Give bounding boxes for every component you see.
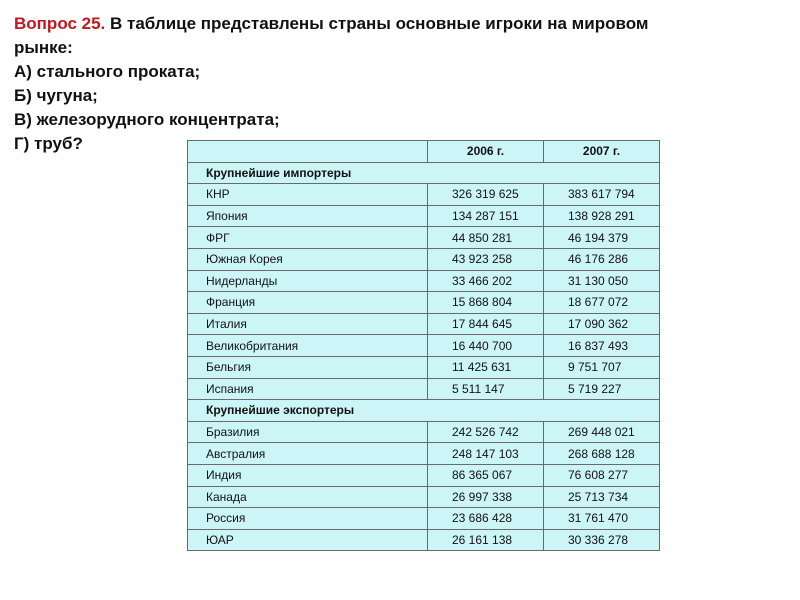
header-empty (188, 141, 428, 163)
trade-table (187, 140, 660, 551)
value-2006-cell: 248 147 103 (428, 443, 544, 465)
country-cell: Италия (188, 313, 428, 335)
section-title-exporters: Крупнейшие экспортеры (188, 400, 660, 422)
country-cell: ЮАР (188, 529, 428, 551)
table-row (188, 292, 660, 314)
value-2006-cell: 15 868 804 (428, 292, 544, 314)
value-2007-cell: 25 713 734 (544, 486, 660, 508)
question-block (14, 12, 784, 156)
value-2006-cell: 33 466 202 (428, 270, 544, 292)
table-row (188, 356, 660, 378)
value-2007-cell: 17 090 362 (544, 313, 660, 335)
section-title-importers: Крупнейшие импортеры (188, 162, 660, 184)
country-cell: Россия (188, 508, 428, 530)
option-c: В) железорудного концентрата; (14, 110, 280, 129)
table-row (188, 184, 660, 206)
table-row (188, 335, 660, 357)
value-2006-cell: 26 997 338 (428, 486, 544, 508)
table-row (188, 378, 660, 400)
table-row (188, 313, 660, 335)
table-row (188, 486, 660, 508)
value-2007-cell: 18 677 072 (544, 292, 660, 314)
value-2006-cell: 26 161 138 (428, 529, 544, 551)
question-text-cont: рынке: (14, 38, 73, 57)
question-text: В таблице представлены страны основные игроки на мировом (110, 14, 649, 33)
country-cell: Бразилия (188, 421, 428, 443)
section-row-exporters (188, 400, 660, 422)
value-2007-cell: 383 617 794 (544, 184, 660, 206)
table-row (188, 227, 660, 249)
value-2006-cell: 23 686 428 (428, 508, 544, 530)
value-2006-cell: 86 365 067 (428, 464, 544, 486)
value-2007-cell: 269 448 021 (544, 421, 660, 443)
value-2007-cell: 138 928 291 (544, 205, 660, 227)
value-2007-cell: 30 336 278 (544, 529, 660, 551)
value-2007-cell: 9 751 707 (544, 356, 660, 378)
country-cell: Австралия (188, 443, 428, 465)
value-2007-cell: 16 837 493 (544, 335, 660, 357)
question-line-1 (14, 12, 784, 36)
value-2007-cell: 5 719 227 (544, 378, 660, 400)
header-row (188, 141, 660, 163)
country-cell: Япония (188, 205, 428, 227)
table-row (188, 205, 660, 227)
country-cell: ФРГ (188, 227, 428, 249)
country-cell: Нидерланды (188, 270, 428, 292)
table-row (188, 248, 660, 270)
value-2007-cell: 46 176 286 (544, 248, 660, 270)
value-2006-cell: 11 425 631 (428, 356, 544, 378)
value-2007-cell: 31 130 050 (544, 270, 660, 292)
question-label: Вопрос 25. (14, 14, 106, 33)
country-cell: Индия (188, 464, 428, 486)
header-2007: 2007 г. (544, 141, 660, 163)
header-2006: 2006 г. (428, 141, 544, 163)
table-row (188, 443, 660, 465)
country-cell: Южная Корея (188, 248, 428, 270)
option-a: А) стального проката; (14, 62, 201, 81)
table-row (188, 508, 660, 530)
value-2006-cell: 43 923 258 (428, 248, 544, 270)
value-2007-cell: 46 194 379 (544, 227, 660, 249)
section-row-importers (188, 162, 660, 184)
value-2006-cell: 242 526 742 (428, 421, 544, 443)
table-row (188, 421, 660, 443)
table-row (188, 270, 660, 292)
option-d: Г) труб? (14, 134, 83, 153)
value-2007-cell: 31 761 470 (544, 508, 660, 530)
country-cell: Бельгия (188, 356, 428, 378)
country-cell: Канада (188, 486, 428, 508)
value-2006-cell: 134 287 151 (428, 205, 544, 227)
country-cell: Великобритания (188, 335, 428, 357)
country-cell: Франция (188, 292, 428, 314)
value-2006-cell: 326 319 625 (428, 184, 544, 206)
value-2006-cell: 16 440 700 (428, 335, 544, 357)
table-row (188, 529, 660, 551)
country-cell: КНР (188, 184, 428, 206)
value-2006-cell: 17 844 645 (428, 313, 544, 335)
value-2007-cell: 268 688 128 (544, 443, 660, 465)
value-2006-cell: 44 850 281 (428, 227, 544, 249)
option-b: Б) чугуна; (14, 86, 98, 105)
country-cell: Испания (188, 378, 428, 400)
value-2006-cell: 5 511 147 (428, 378, 544, 400)
value-2007-cell: 76 608 277 (544, 464, 660, 486)
table-row (188, 464, 660, 486)
